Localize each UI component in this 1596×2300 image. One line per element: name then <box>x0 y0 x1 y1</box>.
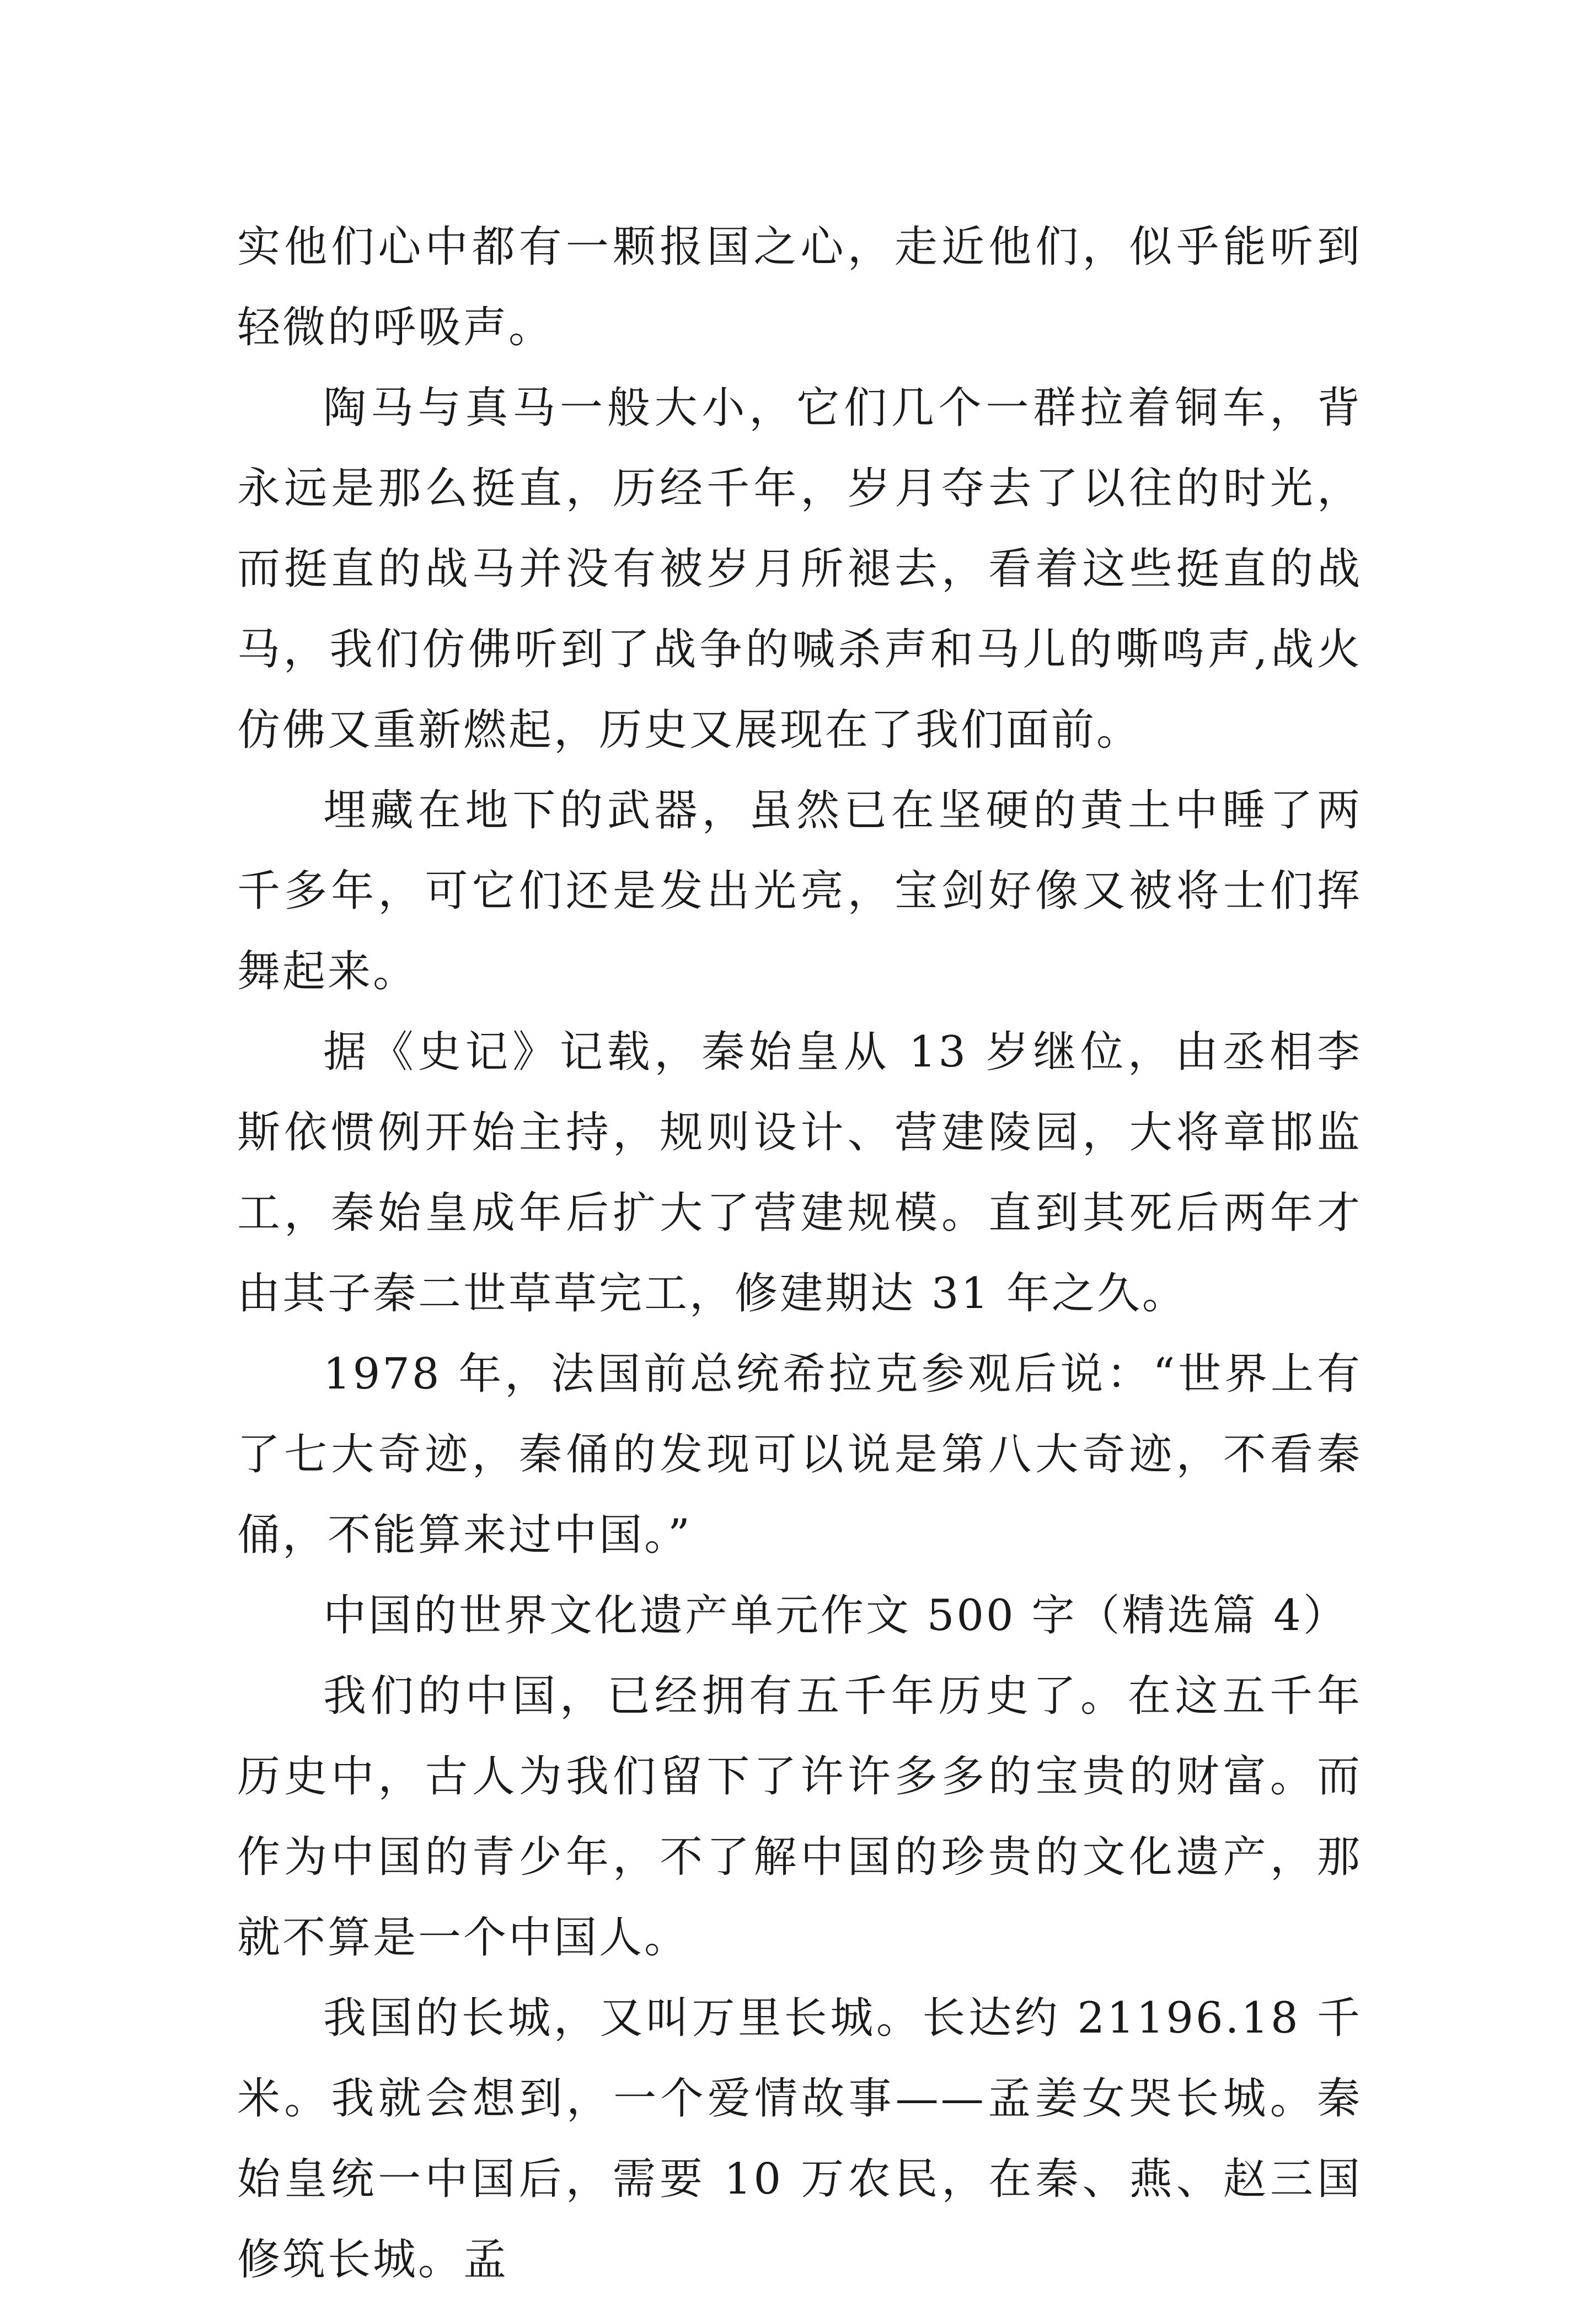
section-heading: 中国的世界文化遗产单元作文 500 字（精选篇 4） <box>323 1591 1348 1640</box>
paragraph: 据《史记》记载，秦始皇从 13 岁继位，由丞相李斯依惯例开始主持，规则设计、营建陵园，大将章邯监工，秦始皇成年后扩大了营建规模。直到其死后两年才由其子秦二世草草完工，修建期达 31 年之久。 <box>237 1027 1362 1318</box>
paragraph: 陶马与真马一般大小，它们几个一群拉着铜车，背永远是那么挺直，历经千年，岁月夺去了以往的时光，而挺直的战马并没有被岁月所褪去，看着这些挺直的战马，我们仿佛听到了战争的喊杀声和马儿的嘶鸣声,战火仿佛又重新燃起，历史又展现在了我们面前。 <box>237 383 1362 755</box>
paragraph: 我们的中国，已经拥有五千年历史了。在这五千年历史中，古人为我们留下了许许多多的宝贵的财富。而作为中国的青少年，不了解中国的珍贵的文化遗产，那就不算是一个中国人。 <box>237 1671 1362 1963</box>
document-body <box>237 207 1362 2300</box>
paragraph: 1978 年，法国前总统希拉克参观后说：“世界上有了七大奇迹，秦俑的发现可以说是第八大奇迹，不看秦俑，不能算来过中国。” <box>237 1349 1362 1560</box>
paragraph: 我国的长城，又叫万里长城。长达约 21196.18 千米。我就会想到，一个爱情故事——孟姜女哭长城。秦始皇统一中国后，需要 10 万农民，在秦、燕、赵三国修筑长城。孟 <box>237 1993 1362 2285</box>
paragraph: 实他们心中都有一颗报国之心，走近他们，似乎能听到轻微的呼吸声。 <box>237 222 1362 352</box>
paragraph: 埋藏在地下的武器，虽然已在坚硬的黄土中睡了两千多年，可它们还是发出光亮，宝剑好像又被将士们挥舞起来。 <box>237 786 1362 996</box>
